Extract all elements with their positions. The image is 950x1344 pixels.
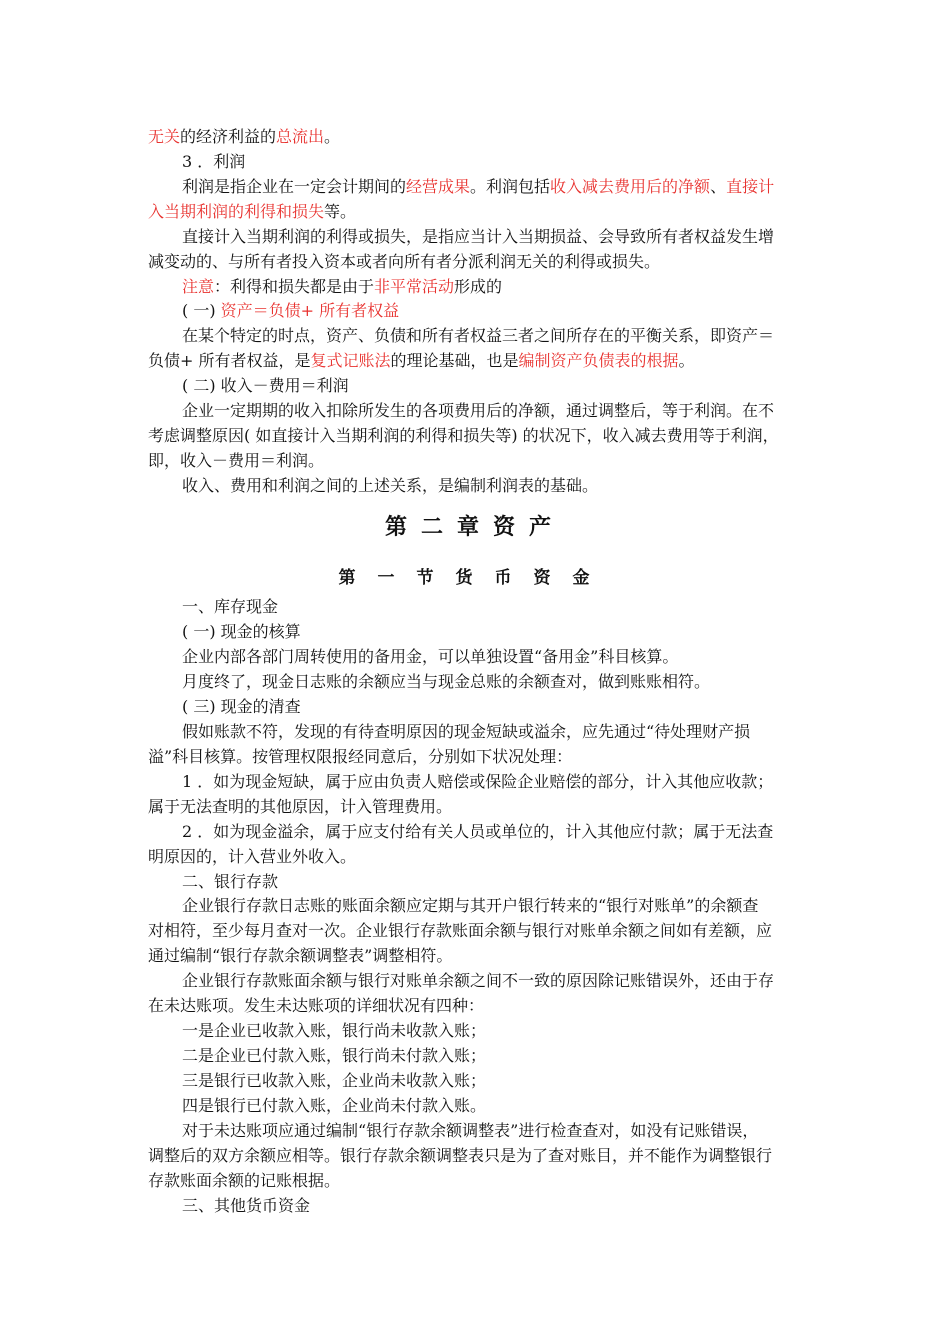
text-segment: 直接计入当期利润的利得或损失，是指应当计入当期损益、会导致所有者权益发生增 bbox=[182, 227, 775, 246]
text-segment: 溢”科目核算。按管理权限报经同意后，分别如下状况处理： bbox=[148, 747, 573, 766]
text-line bbox=[182, 401, 808, 421]
text-segment: 1 ．如为现金短缺，属于应由负责人赔偿或保险企业赔偿的部分，计入其他应收款； bbox=[182, 772, 774, 791]
text-segment: 三是银行已收款入账，企业尚未收款入账； bbox=[182, 1071, 487, 1090]
text-segment: ：利得和损失都是由于 bbox=[214, 277, 375, 296]
text-segment: 的理论基础，也是 bbox=[390, 351, 519, 370]
text-segment: 等。 bbox=[324, 202, 357, 221]
text-line bbox=[182, 722, 808, 742]
text-segment: 。 bbox=[678, 351, 695, 370]
chapter-title: 第二章资产 bbox=[384, 514, 565, 540]
text-segment: 利润是指企业在一定会计期间的 bbox=[182, 177, 407, 196]
text-line bbox=[182, 971, 808, 991]
text-line bbox=[182, 1021, 808, 1041]
highlight-text: 收入减去费用后的净额 bbox=[550, 177, 711, 196]
text-line bbox=[148, 426, 808, 446]
text-line bbox=[148, 351, 808, 371]
text-segment: 一是企业已收款入账，银行尚未收款入账； bbox=[182, 1021, 487, 1040]
text-line bbox=[182, 896, 808, 916]
text-line bbox=[182, 622, 808, 642]
text-line bbox=[182, 1046, 808, 1066]
highlight-text: 无关 bbox=[148, 127, 181, 146]
text-segment: 在某个特定的时点，资产、负债和所有者权益三者之间所存在的平衡关系，即资产＝ bbox=[182, 326, 775, 345]
highlight-text: 直接计 bbox=[726, 177, 775, 196]
text-segment: 在未达账项。发生未达账项的详细状况有四种： bbox=[148, 996, 485, 1015]
text-segment: 企业内部各部门周转使用的备用金，可以单独设置“备用金”科目核算。 bbox=[182, 647, 679, 666]
text-segment: 即，收入－费用＝利润。 bbox=[148, 451, 325, 470]
text-segment: ( 一) bbox=[182, 301, 221, 320]
text-line bbox=[182, 301, 808, 321]
highlight-text: 资产＝负债+ 所有者权益 bbox=[220, 301, 400, 320]
highlight-text: 入当期利润的利得和损失 bbox=[148, 202, 325, 221]
text-segment: 收入、费用和利润之间的上述关系，是编制利润表的基础。 bbox=[182, 476, 599, 495]
text-segment: 考虑调整原因( 如直接计入当期利润的利得和损失等) 的状况下，收入减去费用等于利润， bbox=[148, 426, 779, 445]
text-segment: 2 ．如为现金溢余，属于应支付给有关人员或单位的，计入其他应付款；属于无法查 bbox=[182, 822, 774, 841]
text-line bbox=[182, 152, 808, 172]
text-segment: 二是企业已付款入账，银行尚未付款入账； bbox=[182, 1046, 487, 1065]
text-segment: 二、银行存款 bbox=[182, 872, 279, 891]
text-line bbox=[182, 1071, 808, 1091]
text-line bbox=[148, 127, 808, 147]
text-segment: 对相符，至少每月查对一次。企业银行存款账面余额与银行对账单余额之间如有差额，应 bbox=[148, 921, 773, 940]
text-segment: 属于无法查明的其他原因，计入管理费用。 bbox=[148, 797, 453, 816]
text-segment: 对于未达账项应通过编制“银行存款余额调整表”进行检查查对，如没有记账错误， bbox=[182, 1121, 759, 1140]
text-segment: 。利润包括 bbox=[470, 177, 551, 196]
text-line bbox=[148, 451, 808, 471]
highlight-text: 非平常活动 bbox=[374, 277, 455, 296]
text-line bbox=[182, 772, 808, 792]
text-segment: 存款账面余额的记账根据。 bbox=[148, 1171, 341, 1190]
text-segment: 减变动的、与所有者投入资本或者向所有者分派利润无关的利得或损失。 bbox=[148, 252, 661, 271]
text-line bbox=[182, 1121, 808, 1141]
text-line bbox=[148, 797, 808, 817]
text-line bbox=[148, 996, 808, 1016]
text-line bbox=[182, 326, 808, 346]
text-line bbox=[182, 277, 808, 297]
section-title: 第一节货币资金 bbox=[338, 568, 612, 588]
text-segment: 调整后的双方余额应相等。银行存款余额调整表只是为了查对账目，并不能作为调整银行 bbox=[148, 1146, 773, 1165]
text-line bbox=[182, 376, 808, 396]
text-line bbox=[182, 1096, 808, 1116]
text-line bbox=[148, 747, 808, 767]
highlight-text: 编制资产负债表的根据 bbox=[518, 351, 679, 370]
text-segment: 三、其他货币资金 bbox=[182, 1196, 311, 1215]
text-line bbox=[182, 647, 808, 667]
text-line bbox=[148, 847, 808, 867]
text-segment: 月度终了，现金日志账的余额应当与现金总账的余额查对，做到账账相符。 bbox=[182, 672, 711, 691]
text-segment: ( 三) 现金的清查 bbox=[182, 697, 301, 716]
highlight-text: 总流出 bbox=[276, 127, 325, 146]
text-line bbox=[148, 921, 808, 941]
text-segment: 通过编制“银行存款余额调整表”调整相符。 bbox=[148, 946, 453, 965]
text-line bbox=[182, 697, 808, 717]
highlight-text: 经营成果 bbox=[406, 177, 471, 196]
text-line bbox=[148, 1171, 808, 1191]
text-segment: 一、库存现金 bbox=[182, 597, 279, 616]
highlight-text: 复式记账法 bbox=[310, 351, 391, 370]
text-segment: 、 bbox=[710, 177, 727, 196]
text-line bbox=[182, 872, 808, 892]
text-line bbox=[148, 946, 808, 966]
text-segment: ( 一) 现金的核算 bbox=[182, 622, 301, 641]
text-line bbox=[148, 1146, 808, 1166]
text-segment: 。 bbox=[324, 127, 341, 146]
text-segment: 负债+ 所有者权益，是 bbox=[148, 351, 311, 370]
text-line bbox=[182, 227, 808, 247]
text-line bbox=[182, 597, 808, 617]
text-segment: 形成的 bbox=[454, 277, 503, 296]
text-segment: 企业银行存款日志账的账面余额应定期与其开户银行转来的“银行对账单”的余额查 bbox=[182, 896, 759, 915]
text-line bbox=[182, 177, 808, 197]
text-line bbox=[148, 202, 808, 222]
highlight-text: 注意 bbox=[182, 277, 215, 296]
text-line bbox=[182, 672, 808, 692]
text-segment: 企业银行存款账面余额与银行对账单余额之间不一致的原因除记账错误外，还由于存 bbox=[182, 971, 775, 990]
text-segment: 明原因的，计入营业外收入。 bbox=[148, 847, 357, 866]
text-line bbox=[182, 822, 808, 842]
text-line bbox=[182, 1196, 808, 1216]
text-segment: 假如账款不符，发现的有待查明原因的现金短缺或溢余，应先通过“待处理财产损 bbox=[182, 722, 751, 741]
text-line bbox=[182, 476, 808, 496]
text-line bbox=[148, 252, 808, 272]
text-segment: 的经济利益的 bbox=[180, 127, 277, 146]
text-segment: 企业一定期期的收入扣除所发生的各项费用后的净额，通过调整后，等于利润。在不 bbox=[182, 401, 775, 420]
text-segment: 3 ．利润 bbox=[182, 152, 246, 171]
text-segment: 四是银行已付款入账，企业尚未付款入账。 bbox=[182, 1096, 487, 1115]
text-segment: ( 二) 收入－费用＝利润 bbox=[182, 376, 349, 395]
